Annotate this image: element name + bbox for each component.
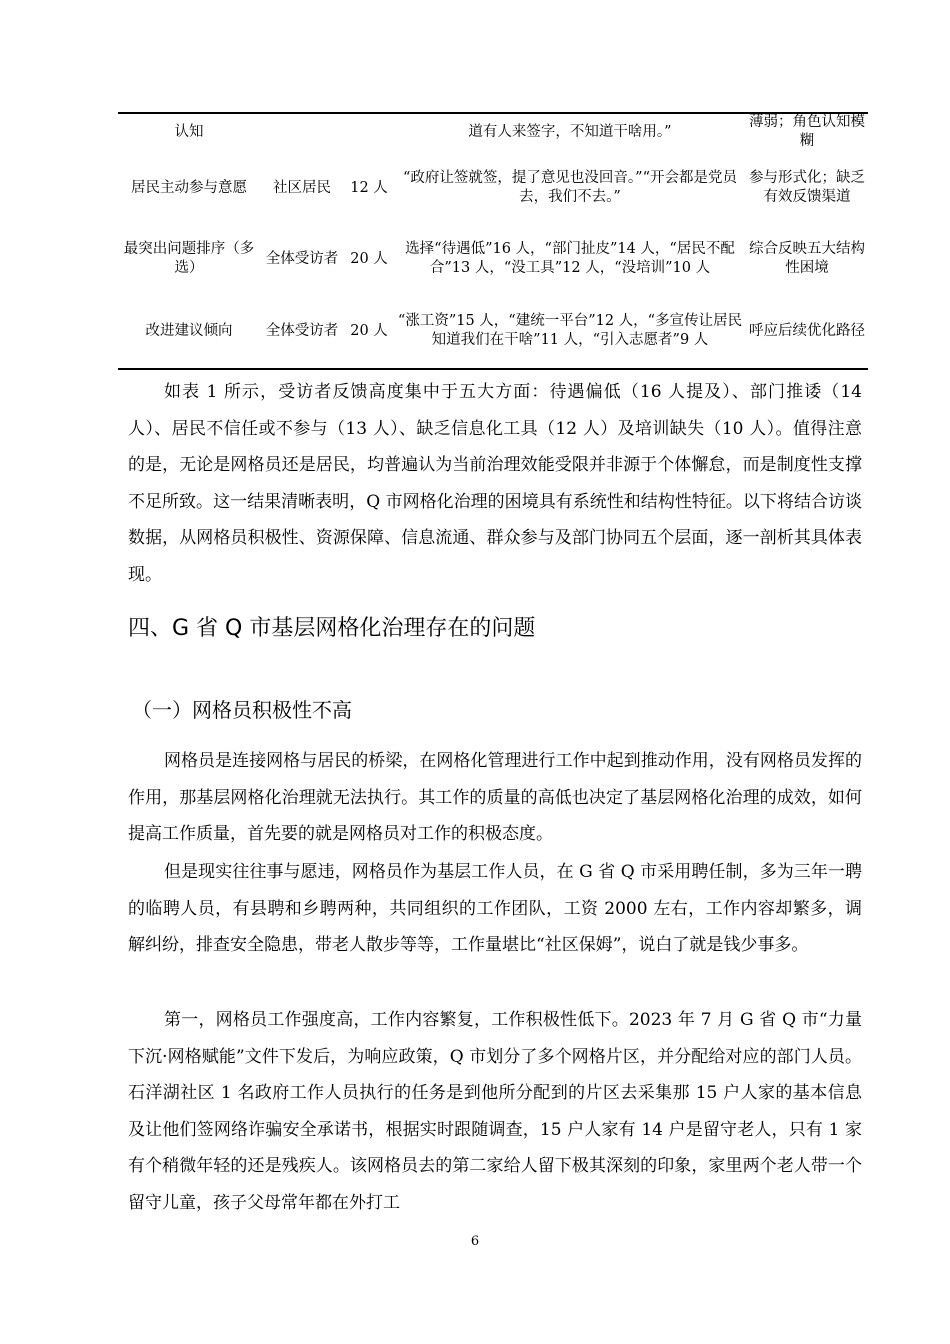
table-cell: 认知 <box>174 123 204 140</box>
table-cell <box>260 112 344 152</box>
table-cell: 全体受访者 <box>265 322 339 339</box>
section-heading: 四、G 省 Q 市基层网格化治理存在的问题 <box>128 616 536 641</box>
body-paragraph: 第一，网格员工作强度高，工作内容繁复，工作积极性低下。2023 年 7 月 G 省 Q 市“力量下沉·网格赋能”文件下发后，为响应政策，Q 市划分了多个网格片区，并分配给对应的部门人员。石洋湖社区 1 名政府工作人员执行的任务是到他所分配到的片区去采集那 15 户人家的基本信息及让他们签网络诈骗安全承诺书，根据实时跟随调查，15 户人家有 14 户是留守老人，只有 1 家有个稍微年轻的还是残疾人。该网格员去的第二家给人留下极其深刻的印象，家里两个老人带一个留守儿童，孩子父母常年都在外打工 <box>128 1010 862 1213</box>
table-cell: 最突出问题排序（多选） <box>123 241 255 276</box>
table-cell: 全体受访者 <box>265 250 339 267</box>
table-cell: 呼应后续优化路径 <box>749 322 865 339</box>
table-cell: 改进建议倾向 <box>145 322 233 339</box>
body-paragraph: 网格员是连接网格与居民的桥梁，在网格化管理进行工作中起到推动作用，没有网格员发挥的作用，那基层网格化治理就无法执行。其工作的质量的高低也决定了基层网格化治理的成效，如何提高工作质量，首先要的就是网格员对工作的积极态度。 <box>128 751 862 844</box>
table-bottom-rule <box>118 368 868 370</box>
page-number: 6 <box>470 1234 480 1249</box>
table-cell: 道有人来签字，不知道干啥用。” <box>468 123 672 140</box>
table-cell: “政府让签就签，提了意见也没回音。”“开会都是党员去，我们不去。” <box>403 170 737 205</box>
table-cell: 综合反映五大结构性困境 <box>749 241 865 276</box>
table-row <box>118 294 868 368</box>
table-cell: 选择“待遇低”16 人，“部门扯皮”14 人，“居民不配合”13 人，“没工具”12 人，“没培训”10 人 <box>405 241 735 276</box>
subsection-heading: （一）网格员积极性不高 <box>132 698 352 722</box>
table-row <box>118 112 868 152</box>
table-cell: “涨工资”15 人，“建统一平台”12 人，“多宣传让居民知道我们在干啥”11 人，“引入志愿者”9 人 <box>397 313 743 348</box>
table-cell: 12 人 <box>350 179 388 196</box>
table-cell: 参与形式化；缺乏有效反馈渠道 <box>749 170 865 205</box>
survey-table <box>118 112 868 368</box>
table-cell <box>344 112 394 152</box>
table-row <box>118 224 868 294</box>
table-cell: 社区居民 <box>273 179 331 196</box>
table-cell: 薄弱；角色认知模糊 <box>749 114 865 149</box>
body-paragraph: 但是现实往往事与愿违，网格员作为基层工作人员，在 G 省 Q 市采用聘任制，多为三年一聘的临聘人员，有县聘和乡聘两种，共同组织的工作团队，工资 2000 左右，工作内容却繁多，调解纠纷，排查安全隐患，带老人散步等等，工作量堪比“社区保姆”，说白了就是钱少事多。 <box>128 862 862 955</box>
table-cell: 居民主动参与意愿 <box>131 179 247 196</box>
table-cell: 20 人 <box>350 322 388 339</box>
body-paragraph: 如表 1 所示，受访者反馈高度集中于五大方面：待遇偏低（16 人提及）、部门推诿（14 人）、居民不信任或不参与（13 人）、缺乏信息化工具（12 人）及培训缺失（10 人）。值得注意的是，无论是网格员还是居民，均普遍认为当前治理效能受限并非源于个体懈怠，而是制度性支撑不足所致。这一结果清晰表明，Q 市网格化治理的困境具有系统性和结构性特征。以下将结合访谈数据，从网格员积极性、资源保障、信息流通、群众参与及部门协同五个层面，逐一剖析其具体表现。 <box>128 382 862 585</box>
table-cell: 20 人 <box>350 250 388 267</box>
table-row <box>118 152 868 224</box>
